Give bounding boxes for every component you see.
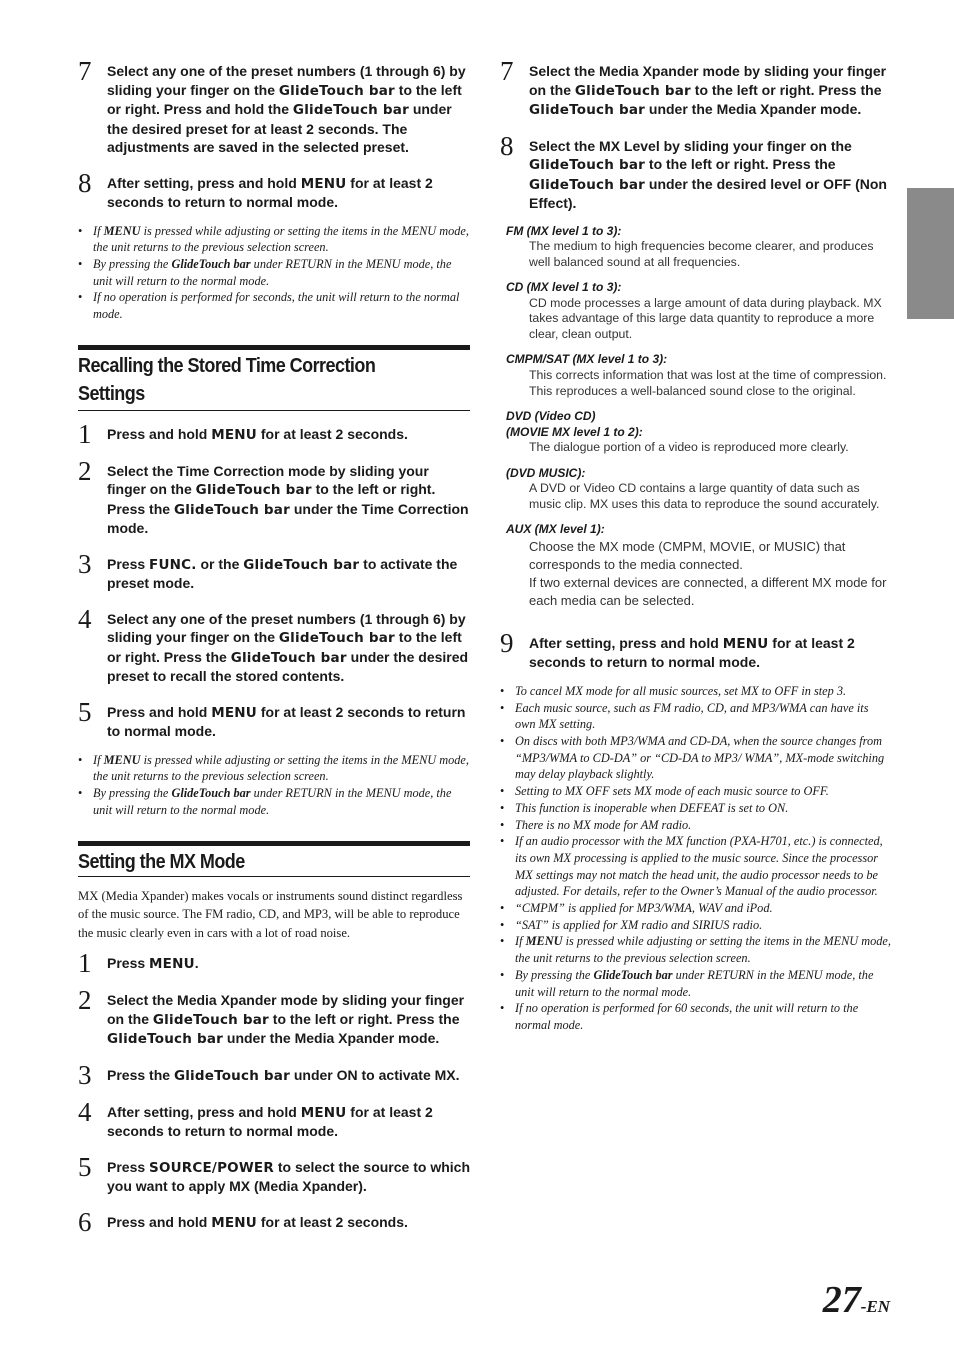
note-item: • If MENU is pressed while adjusting or setting the items in the MENU mode, the unit returns to the previous selection screen. bbox=[500, 933, 892, 966]
step bbox=[78, 948, 470, 979]
step bbox=[78, 455, 470, 538]
mx-level-heading: FM (MX level 1 to 3): bbox=[506, 223, 622, 238]
keyword: GlideTouch bar bbox=[292, 102, 409, 118]
section-tab-marker bbox=[907, 188, 954, 319]
step-number: 4 bbox=[78, 603, 92, 634]
step bbox=[78, 167, 470, 212]
step-number: 2 bbox=[78, 455, 92, 486]
mx-steps bbox=[78, 948, 470, 1237]
recalling-steps bbox=[78, 418, 470, 741]
step-number: 2 bbox=[78, 985, 92, 1016]
mx-level-description: A DVD or Video CD contains a large quantity of data such as music clip. MX uses this data to reproduce the sound accurately. bbox=[529, 481, 880, 511]
keyword: GlideTouch bar bbox=[107, 1031, 224, 1048]
step-number: 8 bbox=[500, 130, 514, 161]
step-text: Press the GlideTouch bar under ON to activate MX. bbox=[107, 1066, 460, 1084]
bold-term: MENU bbox=[103, 752, 141, 767]
note-item: • “SAT” is applied for XM radio and SIRIUS radio. bbox=[500, 917, 892, 934]
step-number: 4 bbox=[78, 1096, 92, 1127]
keyword: GlideTouch bar bbox=[529, 157, 646, 173]
step bbox=[78, 548, 470, 593]
keyword: SOURCE/POWER bbox=[149, 1159, 274, 1176]
bold-term: GlideTouch bar bbox=[593, 967, 673, 982]
step-number: 1 bbox=[78, 418, 92, 449]
top-steps bbox=[78, 56, 470, 212]
page-number: 27-EN bbox=[822, 1279, 890, 1321]
step-number: 3 bbox=[78, 1059, 92, 1090]
keyword: GlideTouch bar bbox=[529, 176, 646, 193]
note-item: • By pressing the GlideTouch bar under RETURN in the MENU mode, the unit will return to the normal mode. bbox=[78, 256, 470, 289]
step bbox=[78, 1151, 470, 1196]
mx-level-heading: CMPM/SAT (MX level 1 to 3): bbox=[506, 352, 668, 367]
step-number: 1 bbox=[78, 948, 92, 979]
step-text: Press and hold MENU for at least 2 seconds. bbox=[107, 425, 408, 443]
step-text: Press FUNC. or the GlideTouch bar to activate the preset mode. bbox=[107, 555, 458, 592]
mx-notes bbox=[500, 683, 892, 1034]
section-rule-top bbox=[78, 345, 470, 350]
step-text: Select the MX Level by sliding your finger on the GlideTouch bar to the left or right. Press the GlideTouch bar under the desired level or OFF (Non Effect). bbox=[529, 137, 887, 211]
bold-term: GlideTouch bar bbox=[171, 786, 251, 801]
step-text: Press and hold MENU for at least 2 seconds to return to normal mode. bbox=[107, 703, 466, 740]
step-number: 5 bbox=[78, 1151, 92, 1182]
note-item: • If no operation is performed for 60 seconds, the unit will return to the normal mode. bbox=[500, 1000, 892, 1033]
step-number: 7 bbox=[78, 56, 92, 86]
mx-level-description: The dialogue portion of a video is reproduced more clearly. bbox=[529, 440, 849, 455]
step-text: Select the Time Correction mode by sliding your finger on the GlideTouch bar to the left or right. Press the GlideTouch bar under the Time Correction mode. bbox=[107, 462, 469, 537]
step bbox=[78, 1096, 470, 1141]
step bbox=[78, 985, 470, 1049]
keyword: MENU bbox=[300, 175, 347, 192]
step-text: After setting, press and hold MENU for at least 2 seconds to return to normal mode. bbox=[107, 1103, 433, 1140]
mx-level-description: CD mode processes a large amount of data during playback. MX takes advantage of this large data quantity to reproduce a more clear, clean output. bbox=[529, 295, 882, 341]
note-item: • To cancel MX mode for all music sources, set MX to OFF in step 3. bbox=[500, 683, 892, 700]
step bbox=[500, 627, 892, 672]
keyword: GlideTouch bar bbox=[243, 556, 360, 573]
note-item: • Setting to MX OFF sets MX mode of each music source to OFF. bbox=[500, 783, 892, 800]
section-rule-bottom bbox=[78, 410, 470, 411]
step-text: Press SOURCE/POWER to select the source to which you want to apply MX (Media Xpander). bbox=[107, 1158, 470, 1195]
note-item: • If no operation is performed for seconds, the unit will return to the normal mode. bbox=[78, 289, 470, 322]
step-text: After setting, press and hold MENU for at least 2 seconds to return to normal mode. bbox=[529, 634, 855, 671]
note-item: • There is no MX mode for AM radio. bbox=[500, 817, 892, 834]
keyword: MENU bbox=[211, 1214, 257, 1231]
step bbox=[500, 130, 892, 213]
note-item: • On discs with both MP3/WMA and CD-DA, when the source changes from “MP3/WMA to CD-DA” or “CD-DA to MP3/ WMA”, MX-mode switching may delay playback slightly. bbox=[500, 733, 892, 783]
mx-level-heading: (DVD MUSIC): bbox=[506, 465, 586, 480]
step-number: 6 bbox=[78, 1206, 92, 1237]
section-rule-top bbox=[78, 841, 470, 846]
step-text: Select any one of the preset numbers (1 through 6) by sliding your finger on the GlideTouch bar to the left or right. Press and hold the GlideTouch bar under the desired preset for at least 2 seconds. The adjustments are saved in the selected preset. bbox=[107, 63, 466, 155]
step bbox=[78, 56, 470, 157]
keyword: GlideTouch bar bbox=[152, 1011, 269, 1028]
keyword: GlideTouch bar bbox=[574, 82, 691, 99]
note-item: • By pressing the GlideTouch bar under RETURN in the MENU mode, the unit will return to the normal mode. bbox=[500, 967, 892, 1000]
bold-term: MENU bbox=[103, 223, 141, 238]
step bbox=[500, 56, 892, 120]
section-title-mx-mode: Setting the MX Mode bbox=[78, 850, 245, 873]
bold-term: MENU bbox=[525, 934, 563, 949]
keyword: MENU bbox=[211, 426, 257, 443]
section-rule-bottom bbox=[78, 876, 470, 877]
mx-level-descriptions bbox=[500, 224, 892, 610]
section-title-recalling: Recalling the Stored Time Correction Settings bbox=[78, 354, 376, 405]
step bbox=[78, 1059, 470, 1090]
step-text: Select any one of the preset numbers (1 through 6) by sliding your finger on the GlideTouch bar to the left or right. Press the GlideTouch bar under the desired preset to recall the stored contents. bbox=[107, 610, 469, 685]
keyword: GlideTouch bar bbox=[529, 102, 646, 118]
step bbox=[78, 696, 470, 741]
recalling-notes bbox=[78, 752, 470, 819]
mx-level-description: Choose the MX mode (CMPM, MOVIE, or MUSIC) that corresponds to the media connected. If two external devices are connected, a different MX mode for each media can be selected. bbox=[529, 538, 887, 608]
keyword: GlideTouch bar bbox=[278, 630, 395, 647]
step-text: Select the Media Xpander mode by sliding your finger on the GlideTouch bar to the left or right. Press the GlideTouch bar under the Media Xpander mode. bbox=[107, 992, 465, 1048]
step bbox=[78, 418, 470, 449]
note-item: • If MENU is pressed while adjusting or setting the items in the MENU mode, the unit returns to the previous selection screen. bbox=[78, 223, 470, 256]
mx-level-heading: DVD (Video CD) (MOVIE MX level 1 to 2): bbox=[506, 409, 643, 439]
note-item: • If MENU is pressed while adjusting or setting the items in the MENU mode, the unit returns to the previous selection screen. bbox=[78, 752, 470, 785]
step-text: Press and hold MENU for at least 2 seconds. bbox=[107, 1213, 408, 1231]
keyword: MENU bbox=[211, 704, 257, 721]
step bbox=[78, 1206, 470, 1237]
right-column bbox=[500, 56, 892, 1034]
note-item: • If an audio processor with the MX function (PXA-H701, etc.) is connected, its own MX processing is applied to the music source. Since the processor MX settings may not match the head unit, the audio processor needs to be adjusted. For details, refer to the Owner’s Manual of the audio processor. bbox=[500, 833, 892, 900]
note-item: • By pressing the GlideTouch bar under RETURN in the MENU mode, the unit will return to the normal mode. bbox=[78, 785, 470, 818]
keyword: GlideTouch bar bbox=[173, 1067, 290, 1084]
step-number: 9 bbox=[500, 627, 514, 658]
keyword: MENU bbox=[722, 635, 769, 652]
top-notes bbox=[78, 223, 470, 323]
bold-term: GlideTouch bar bbox=[171, 256, 251, 271]
step-text: After setting, press and hold MENU for at least 2 seconds to return to normal mode. bbox=[107, 174, 433, 210]
step-number: 5 bbox=[78, 696, 92, 727]
mx-level-description: This corrects information that was lost at the time of compression. This reproduces a well-balanced sound close to the original. bbox=[529, 367, 887, 398]
keyword: MENU bbox=[149, 956, 195, 973]
mx-intro: MX (Media Xpander) makes vocals or instruments sound distinct regardless of the music source. The FM radio, CD, and MP3, will be able to reproduce the music clearly even in cars with a lot of road noise. bbox=[78, 888, 463, 940]
note-item: • This function is inoperable when DEFEAT is set to ON. bbox=[500, 800, 892, 817]
note-item: • Each music source, such as FM radio, CD, and MP3/WMA can have its own MX setting. bbox=[500, 700, 892, 733]
step-text: Press MENU. bbox=[107, 955, 199, 973]
step-number: 7 bbox=[500, 56, 514, 86]
note-item: • “CMPM” is applied for MP3/WMA, WAV and iPod. bbox=[500, 900, 892, 917]
step-number: 8 bbox=[78, 167, 92, 198]
keyword: GlideTouch bar bbox=[278, 82, 395, 99]
step bbox=[78, 603, 470, 686]
step-text: Select the Media Xpander mode by sliding your finger on the GlideTouch bar to the left or right. Press the GlideTouch bar under the Media Xpander mode. bbox=[529, 63, 887, 118]
step-number: 3 bbox=[78, 548, 92, 579]
keyword: GlideTouch bar bbox=[173, 501, 290, 518]
keyword: GlideTouch bar bbox=[230, 649, 347, 666]
keyword: GlideTouch bar bbox=[195, 482, 312, 499]
mx-level-description: The medium to high frequencies become clearer, and produces well balanced sound at all frequencies. bbox=[529, 239, 874, 269]
left-column bbox=[78, 56, 470, 1250]
keyword: MENU bbox=[300, 1104, 347, 1121]
mx-level-heading: CD (MX level 1 to 3): bbox=[506, 280, 622, 295]
mx-level-heading: AUX (MX level 1): bbox=[506, 522, 605, 537]
keyword: FUNC. bbox=[149, 556, 197, 573]
step-9 bbox=[500, 627, 892, 672]
mx-level-steps bbox=[500, 56, 892, 213]
